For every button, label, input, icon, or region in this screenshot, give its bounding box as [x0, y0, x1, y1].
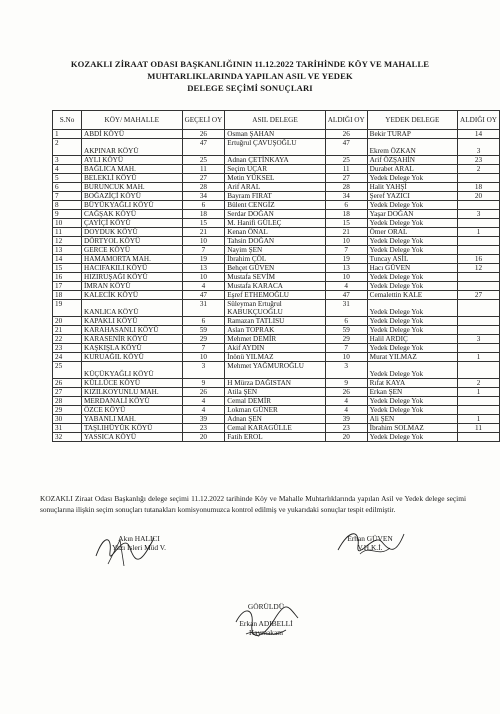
table-row [53, 424, 500, 433]
header-reserve-votes: ALDIĞI OY [458, 111, 500, 130]
valid-votes-cell: 10 [182, 273, 225, 282]
valid-votes-cell: 34 [182, 192, 225, 201]
reserve-votes-cell: 27 [458, 291, 500, 300]
valid-votes-cell: 23 [182, 424, 225, 433]
valid-votes-cell: 10 [182, 237, 225, 246]
reserve-delegate-cell: Cemalettin KALE [367, 291, 457, 300]
reserve-votes-cell [458, 344, 500, 353]
approval-block [226, 602, 306, 637]
main-delegate-cell: Metin YÜKSEL [225, 174, 325, 183]
row-number: 7 [53, 192, 82, 201]
table-row [53, 237, 500, 246]
row-number: 6 [53, 183, 82, 192]
main-votes-cell: 7 [325, 246, 367, 255]
table-row [53, 291, 500, 300]
main-votes-cell: 4 [325, 397, 367, 406]
reserve-delegate-cell: Arif ÖZŞAHİN [367, 156, 457, 165]
main-delegate-cell: H Mürza DAĞISTAN [225, 379, 325, 388]
village-cell: BELEKLİ KÖYÜ [82, 174, 183, 183]
main-delegate-cell: Ertuğrul ÇAVUŞOĞLU [225, 139, 325, 156]
valid-votes-cell: 21 [182, 228, 225, 237]
main-delegate-cell: Adnan ŞEN [225, 415, 325, 424]
main-votes-cell: 11 [325, 165, 367, 174]
reserve-delegate-cell: Yedek Delege Yok [367, 326, 457, 335]
table-row [53, 282, 500, 291]
table-row [53, 255, 500, 264]
main-votes-cell: 21 [325, 228, 367, 237]
table-row [53, 388, 500, 397]
main-votes-cell: 7 [325, 344, 367, 353]
right-signer-title: V.H.K.İ. [357, 543, 383, 552]
valid-votes-cell: 7 [182, 246, 225, 255]
row-number: 29 [53, 406, 82, 415]
village-cell: İMRAN KÖYÜ [82, 282, 183, 291]
reserve-delegate-cell: Yedek Delege Yok [367, 362, 457, 379]
main-delegate-cell: Mehmet YAĞMUROĞLU [225, 362, 325, 379]
row-number: 4 [53, 165, 82, 174]
reserve-votes-cell: 12 [458, 264, 500, 273]
main-votes-cell: 26 [325, 130, 367, 139]
row-number: 24 [53, 353, 82, 362]
main-delegate-cell: Süleyman Ertuğrul KABUKÇUOĞLU [225, 300, 325, 317]
reserve-votes-cell [458, 246, 500, 255]
table-row [53, 317, 500, 326]
row-number: 2 [53, 139, 82, 156]
main-votes-cell: 34 [325, 192, 367, 201]
reserve-votes-cell [458, 397, 500, 406]
reserve-delegate-cell: Durabet ARAL [367, 165, 457, 174]
title-line-3: DELEGE SEÇİMİ SONUÇLARI [187, 83, 313, 93]
reserve-delegate-cell: Yedek Delege Yok [367, 174, 457, 183]
main-votes-cell: 31 [325, 300, 367, 317]
kaymakam-title: Kaymakam [248, 628, 284, 637]
main-votes-cell: 59 [325, 326, 367, 335]
reserve-delegate-cell: Yedek Delege Yok [367, 406, 457, 415]
village-cell: CAĞŞAK KÖYÜ [82, 210, 183, 219]
main-delegate-cell: Eşref ETHEMOĞLU [225, 291, 325, 300]
title-line-1: KOZAKLI ZİRAAT ODASI BAŞKANLIĞININ 11.12.2022 TARİHİNDE KÖY VE MAHALLE [70, 59, 430, 69]
reserve-votes-cell: 2 [458, 165, 500, 174]
village-cell: KAPAKLI KÖYÜ [82, 317, 183, 326]
reserve-votes-cell: 1 [458, 388, 500, 397]
reserve-votes-cell [458, 219, 500, 228]
main-votes-cell: 25 [325, 156, 367, 165]
main-delegate-cell: Kenan ÖNAL [225, 228, 325, 237]
row-number: 26 [53, 379, 82, 388]
village-cell: AKPINAR KÖYÜ [82, 139, 183, 156]
table-row [53, 406, 500, 415]
reserve-delegate-cell: Ekrem ÖZKAN [367, 139, 457, 156]
valid-votes-cell: 25 [182, 156, 225, 165]
main-delegate-cell: Akif AYDIN [225, 344, 325, 353]
main-delegate-cell: Cemal KARAGÜLLE [225, 424, 325, 433]
reserve-delegate-cell: Yaşar DOĞAN [367, 210, 457, 219]
row-number: 32 [53, 433, 82, 442]
table-row [53, 183, 500, 192]
valid-votes-cell: 10 [182, 353, 225, 362]
reserve-delegate-cell: İbrahim SOLMAZ [367, 424, 457, 433]
main-delegate-cell: Mustafa SEVİM [225, 273, 325, 282]
main-votes-cell: 26 [325, 388, 367, 397]
title-line-2: MUHTARLIKLARINDA YAPILAN ASIL VE YEDEK [147, 71, 353, 81]
row-number: 16 [53, 273, 82, 282]
reserve-delegate-cell: Yedek Delege Yok [367, 201, 457, 210]
reserve-delegate-cell: Yedek Delege Yok [367, 317, 457, 326]
valid-votes-cell: 9 [182, 379, 225, 388]
row-number: 1 [53, 130, 82, 139]
left-signature [94, 534, 184, 552]
document-title [30, 58, 470, 94]
main-delegate-cell: Mustafa KARACA [225, 282, 325, 291]
valid-votes-cell: 31 [182, 300, 225, 317]
main-votes-cell: 47 [325, 139, 367, 156]
valid-votes-cell: 29 [182, 335, 225, 344]
village-cell: KIZILKOYUNLU MAH. [82, 388, 183, 397]
table-row [53, 130, 500, 139]
reserve-votes-cell [458, 300, 500, 317]
main-votes-cell: 9 [325, 379, 367, 388]
main-delegate-cell: Bayram FIRAT [225, 192, 325, 201]
village-cell: BÜYÜKYAĞLI KÖYÜ [82, 201, 183, 210]
reserve-votes-cell: 1 [458, 228, 500, 237]
table-row [53, 201, 500, 210]
main-votes-cell: 39 [325, 415, 367, 424]
row-number: 18 [53, 291, 82, 300]
right-signature [330, 534, 410, 552]
main-delegate-cell: Bülent CENGİZ [225, 201, 325, 210]
valid-votes-cell: 11 [182, 165, 225, 174]
main-votes-cell: 47 [325, 291, 367, 300]
reserve-votes-cell: 20 [458, 192, 500, 201]
reserve-delegate-cell: Yedek Delege Yok [367, 246, 457, 255]
main-delegate-cell: Ramazan TATLISU [225, 317, 325, 326]
main-delegate-cell: M. Hanifi GÜLEÇ [225, 219, 325, 228]
reserve-votes-cell [458, 201, 500, 210]
reserve-delegate-cell: Erkan ŞEN [367, 388, 457, 397]
valid-votes-cell: 19 [182, 255, 225, 264]
table-row [53, 165, 500, 174]
reserve-delegate-cell: Bekir TURAP [367, 130, 457, 139]
main-votes-cell: 29 [325, 335, 367, 344]
village-cell: KANLICA KÖYÜ [82, 300, 183, 317]
reserve-delegate-cell: Hacı GÜVEN [367, 264, 457, 273]
valid-votes-cell: 4 [182, 282, 225, 291]
reserve-votes-cell: 14 [458, 130, 500, 139]
seen-label: GÖRÜLDÜ [247, 602, 285, 611]
table-row [53, 433, 500, 442]
village-cell: TAŞLIHÜYÜK KÖYÜ [82, 424, 183, 433]
table-row [53, 362, 500, 379]
table-row [53, 344, 500, 353]
main-votes-cell: 6 [325, 201, 367, 210]
main-votes-cell: 10 [325, 237, 367, 246]
village-cell: HAMAMORTA MAH. [82, 255, 183, 264]
right-signer-name: Erhan GÜVEN [347, 534, 393, 543]
valid-votes-cell: 39 [182, 415, 225, 424]
village-cell: AYLI KÖYÜ [82, 156, 183, 165]
valid-votes-cell: 20 [182, 433, 225, 442]
main-votes-cell: 4 [325, 406, 367, 415]
valid-votes-cell: 59 [182, 326, 225, 335]
main-votes-cell: 28 [325, 183, 367, 192]
main-votes-cell: 18 [325, 210, 367, 219]
reserve-votes-cell [458, 406, 500, 415]
village-cell: KÜLLÜCE KÖYÜ [82, 379, 183, 388]
reserve-votes-cell: 1 [458, 415, 500, 424]
row-number: 10 [53, 219, 82, 228]
valid-votes-cell: 4 [182, 406, 225, 415]
main-votes-cell: 20 [325, 433, 367, 442]
reserve-delegate-cell: Şeref YAZICI [367, 192, 457, 201]
table-row [53, 300, 500, 317]
reserve-delegate-cell: Yedek Delege Yok [367, 273, 457, 282]
reserve-delegate-cell: Ali ŞEN [367, 415, 457, 424]
village-cell: KALECİK KÖYÜ [82, 291, 183, 300]
main-delegate-cell: Seçim UÇAR [225, 165, 325, 174]
village-cell: KARAHASANLI KÖYÜ [82, 326, 183, 335]
main-delegate-cell: Arif ARAL [225, 183, 325, 192]
main-votes-cell: 3 [325, 362, 367, 379]
reserve-votes-cell: 16 [458, 255, 500, 264]
reserve-delegate-cell: Yedek Delege Yok [367, 282, 457, 291]
main-delegate-cell: Lokman GÜNER [225, 406, 325, 415]
reserve-votes-cell [458, 317, 500, 326]
table-row [53, 353, 500, 362]
main-votes-cell: 10 [325, 353, 367, 362]
reserve-delegate-cell: Yedek Delege Yok [367, 237, 457, 246]
main-delegate-cell: Tahsin DOĞAN [225, 237, 325, 246]
reserve-votes-cell: 2 [458, 379, 500, 388]
header-valid-votes: GEÇELİ OY [182, 111, 225, 130]
table-row [53, 210, 500, 219]
header-reserve-delegate: YEDEK DELEGE [367, 111, 457, 130]
reserve-votes-cell [458, 174, 500, 183]
valid-votes-cell: 28 [182, 183, 225, 192]
table-row [53, 415, 500, 424]
valid-votes-cell: 47 [182, 291, 225, 300]
village-cell: YABANLI MAH. [82, 415, 183, 424]
main-delegate-cell: Serdar DOĞAN [225, 210, 325, 219]
header-main-votes: ALDIĞI OY [325, 111, 367, 130]
table-row [53, 228, 500, 237]
valid-votes-cell: 13 [182, 264, 225, 273]
header-village: KÖY/ MAHALLE [82, 111, 183, 130]
valid-votes-cell: 26 [182, 130, 225, 139]
village-cell: YASSICA KÖYÜ [82, 433, 183, 442]
row-number: 23 [53, 344, 82, 353]
header-sno: S.No [53, 111, 82, 130]
left-signer-name: Akın HALICI [118, 534, 160, 543]
main-delegate-cell: Behçet GÜVEN [225, 264, 325, 273]
reserve-votes-cell [458, 433, 500, 442]
row-number: 21 [53, 326, 82, 335]
reserve-votes-cell: 3 [458, 210, 500, 219]
main-votes-cell: 13 [325, 264, 367, 273]
table-row [53, 174, 500, 183]
table-row [53, 264, 500, 273]
village-cell: HIZIRUŞAĞI KÖYÜ [82, 273, 183, 282]
valid-votes-cell: 27 [182, 174, 225, 183]
main-delegate-cell: Atila ŞEN [225, 388, 325, 397]
main-votes-cell: 19 [325, 255, 367, 264]
valid-votes-cell: 4 [182, 397, 225, 406]
row-number: 5 [53, 174, 82, 183]
main-delegate-cell: Adnan ÇETİNKAYA [225, 156, 325, 165]
main-delegate-cell: Cemal DEMİR [225, 397, 325, 406]
village-cell: BAĞLICA MAH. [82, 165, 183, 174]
reserve-votes-cell: 3 [458, 335, 500, 344]
reserve-delegate-cell: Yedek Delege Yok [367, 219, 457, 228]
kaymakam-name: Erkan ADIBELLİ [239, 619, 293, 628]
row-number: 17 [53, 282, 82, 291]
table-row [53, 156, 500, 165]
table-body [53, 130, 500, 442]
main-delegate-cell: İbrahim ÇÖL [225, 255, 325, 264]
village-cell: ÇAYİÇİ KÖYÜ [82, 219, 183, 228]
reserve-delegate-cell: Halit YAHŞİ [367, 183, 457, 192]
main-votes-cell: 23 [325, 424, 367, 433]
row-number: 27 [53, 388, 82, 397]
reserve-votes-cell [458, 326, 500, 335]
valid-votes-cell: 3 [182, 362, 225, 379]
row-number: 22 [53, 335, 82, 344]
reserve-delegate-cell: Yedek Delege Yok [367, 397, 457, 406]
main-votes-cell: 6 [325, 317, 367, 326]
village-cell: KURUAĞIL KÖYÜ [82, 353, 183, 362]
valid-votes-cell: 47 [182, 139, 225, 156]
row-number: 9 [53, 210, 82, 219]
village-cell: GERCE KÖYÜ [82, 246, 183, 255]
village-cell: HACIFAKILI KÖYÜ [82, 264, 183, 273]
row-number: 31 [53, 424, 82, 433]
results-table [52, 110, 500, 442]
footer-statement: KOZAKLI Ziraat Odası Başkanlığı delege seçimi 11.12.2022 tarihinde Köy ve Mahalle Muhtarlıklarında yapılan Asil ve Yedek delege seçimi sonuçlarına ilişkin seçim sonuçları tutanakları komisyonumuzca kontrol edilmiş ve yukarıdaki sonuçlar tespit edilmiştir. [40, 494, 466, 514]
main-delegate-cell: İnönü YILMAZ [225, 353, 325, 362]
valid-votes-cell: 6 [182, 317, 225, 326]
reserve-delegate-cell: Murat YILMAZ [367, 353, 457, 362]
reserve-votes-cell [458, 237, 500, 246]
row-number: 8 [53, 201, 82, 210]
reserve-delegate-cell: Ömer ORAL [367, 228, 457, 237]
main-votes-cell: 15 [325, 219, 367, 228]
reserve-votes-cell [458, 362, 500, 379]
main-delegate-cell: Aslan TOPRAK [225, 326, 325, 335]
row-number: 28 [53, 397, 82, 406]
reserve-votes-cell [458, 273, 500, 282]
reserve-votes-cell [458, 282, 500, 291]
row-number: 12 [53, 237, 82, 246]
village-cell: DÖRTYOL KÖYÜ [82, 237, 183, 246]
row-number: 20 [53, 317, 82, 326]
row-number: 13 [53, 246, 82, 255]
main-delegate-cell: Fatih EROL [225, 433, 325, 442]
valid-votes-cell: 15 [182, 219, 225, 228]
main-delegate-cell: Osman ŞAHAN [225, 130, 325, 139]
valid-votes-cell: 7 [182, 344, 225, 353]
village-cell: ABDİ KÖYÜ [82, 130, 183, 139]
village-cell: ÖZCE KÖYÜ [82, 406, 183, 415]
village-cell: DOYDUK KÖYÜ [82, 228, 183, 237]
reserve-delegate-cell: Yedek Delege Yok [367, 433, 457, 442]
row-number: 30 [53, 415, 82, 424]
table-header-row [53, 111, 500, 130]
main-votes-cell: 27 [325, 174, 367, 183]
main-delegate-cell: Mehmet DEMİR [225, 335, 325, 344]
village-cell: KAŞKIŞLA KÖYÜ [82, 344, 183, 353]
reserve-delegate-cell: Yedek Delege Yok [367, 300, 457, 317]
left-signer-title: Yazı İşleri Müd V. [112, 543, 166, 552]
row-number: 3 [53, 156, 82, 165]
row-number: 15 [53, 264, 82, 273]
reserve-votes-cell: 11 [458, 424, 500, 433]
village-cell: BURUNCUK MAH. [82, 183, 183, 192]
table-row [53, 379, 500, 388]
row-number: 19 [53, 300, 82, 317]
main-delegate-cell: Nayim ŞEN [225, 246, 325, 255]
reserve-votes-cell: 3 [458, 139, 500, 156]
header-main-delegate: ASIL DELEGE [225, 111, 325, 130]
reserve-votes-cell: 1 [458, 353, 500, 362]
table-row [53, 335, 500, 344]
village-cell: KÜÇÜKYAĞLI KÖYÜ [82, 362, 183, 379]
valid-votes-cell: 18 [182, 210, 225, 219]
table-row [53, 219, 500, 228]
valid-votes-cell: 6 [182, 201, 225, 210]
reserve-delegate-cell: Halil ARDIÇ [367, 335, 457, 344]
table-row [53, 273, 500, 282]
main-votes-cell: 4 [325, 282, 367, 291]
table-row [53, 397, 500, 406]
row-number: 14 [53, 255, 82, 264]
reserve-delegate-cell: Rıfat KAYA [367, 379, 457, 388]
village-cell: KARASENİR KÖYÜ [82, 335, 183, 344]
valid-votes-cell: 26 [182, 388, 225, 397]
table-row [53, 139, 500, 156]
table-row [53, 192, 500, 201]
table-row [53, 326, 500, 335]
reserve-votes-cell: 18 [458, 183, 500, 192]
table-row [53, 246, 500, 255]
reserve-delegate-cell: Yedek Delege Yok [367, 344, 457, 353]
village-cell: BOĞAZİÇİ KÖYÜ [82, 192, 183, 201]
main-votes-cell: 10 [325, 273, 367, 282]
reserve-delegate-cell: Tuncay ASİL [367, 255, 457, 264]
row-number: 11 [53, 228, 82, 237]
village-cell: MERDANALİ KÖYÜ [82, 397, 183, 406]
reserve-votes-cell: 23 [458, 156, 500, 165]
row-number: 25 [53, 362, 82, 379]
